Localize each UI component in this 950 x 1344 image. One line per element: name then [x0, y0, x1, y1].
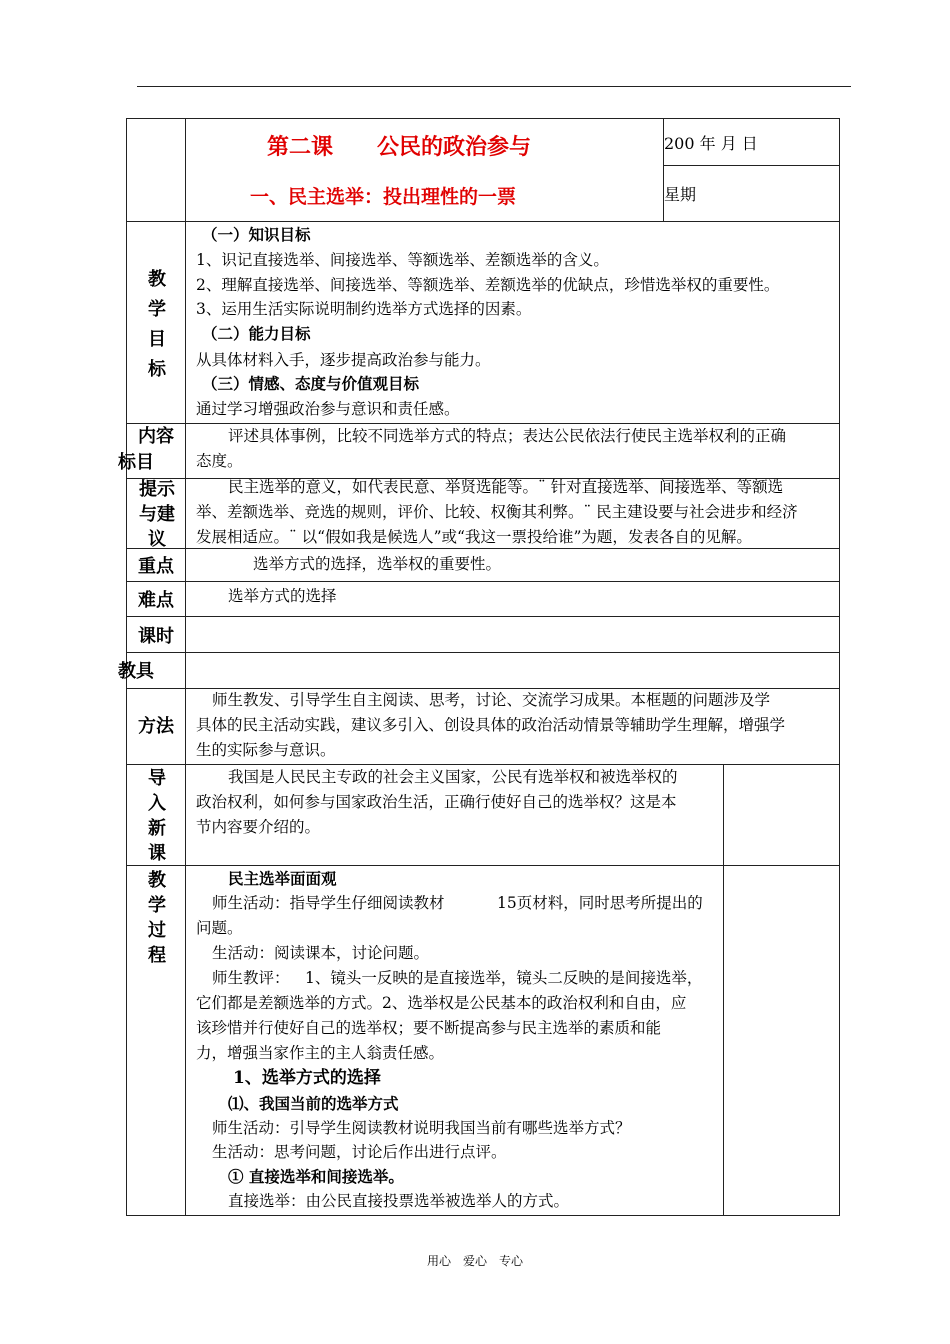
suggestion-line: 举、差额选举、竞选的规则，评价、比较、权衡其利弊。¨ 民主建设要与社会进步和经济 — [196, 503, 798, 521]
key-point-label: 重点 — [138, 556, 174, 577]
process-line: 该珍惜并行使好自己的选举权；要不断提高参与民主选举的素质和能 — [196, 1019, 662, 1037]
intro-line: 政治权利，如何参与国家政治生活，正确行使好自己的选举权？这是本 — [196, 793, 677, 811]
emotion-heading: （三）情感、态度与价值观目标 — [202, 374, 420, 393]
intro-line: 节内容要介绍的。 — [196, 818, 321, 836]
process-line: 15页材料，同时思考所提出的 — [497, 894, 703, 912]
objectives-label: 教 学 目 标 — [148, 269, 166, 380]
process-line: 它们都是差额选举的方式。2、选举权是公民基本的政治权利和自由，应 — [196, 994, 687, 1012]
content-goal-text-2: 态度。 — [196, 452, 243, 470]
key-point-text: 选举方式的选择，选举权的重要性。 — [253, 555, 502, 573]
difficulty-label: 难点 — [138, 590, 174, 611]
header-rule — [137, 86, 851, 87]
subsection-item: ① 直接选举和间接选举。 — [228, 1167, 404, 1186]
process-line: 问题。 — [196, 919, 243, 937]
knowledge-item: 3、运用生活实际说明制约选举方式选择的因素。 — [196, 300, 532, 318]
content-goal-text: 评述具体事例，比较不同选举方式的特点；表达公民依法行使民主选举权利的正确 — [228, 427, 787, 445]
process-line: 生活动：阅读课本，讨论问题。 — [212, 944, 430, 962]
suggestions-label: 提示 与建 议 — [139, 479, 175, 550]
process-label: 教 学 过 程 — [148, 870, 166, 966]
process-line: 生活动：思考问题，讨论后作出进行点评。 — [212, 1143, 507, 1161]
process-line: 师生教评： — [212, 969, 290, 987]
weekday-field: 星期 — [664, 185, 697, 204]
process-line: 师生活动：引导学生阅读教材说明我国当前有哪些选举方式？ — [212, 1119, 631, 1137]
intro-label: 导 入 新 课 — [148, 768, 166, 864]
emotion-text: 通过学习增强政治参与意识和责任感。 — [196, 400, 460, 418]
ability-heading: （二）能力目标 — [202, 324, 311, 343]
process-line: 师生活动：指导学生仔细阅读教材 — [212, 894, 445, 912]
ability-text: 从具体材料入手，逐步提高政治参与能力。 — [196, 351, 491, 369]
knowledge-heading: （一）知识目标 — [202, 225, 311, 244]
process-line: 直接选举：由公民直接投票选举被选举人的方式。 — [228, 1192, 570, 1210]
suggestion-line: 民主选举的意义，如代表民意、举贤选能等。¨ 针对直接选举、间接选举、等额选 — [228, 478, 784, 496]
section-heading: 1、选举方式的选择 — [233, 1068, 381, 1088]
page-footer: 用心 爱心 专心 — [426, 1254, 523, 1268]
method-line: 具体的民主活动实践，建议多引入、创设具体的政治活动情景等辅助学生理解，增强学 — [196, 716, 786, 734]
intro-line: 我国是人民民主专政的社会主义国家，公民有选举权和被选举权的 — [228, 768, 678, 786]
process-heading: 民主选举面面观 — [228, 869, 337, 888]
methods-label: 方法 — [138, 716, 174, 737]
lesson-subtitle: 一、民主选举：投出理性的一票 — [250, 186, 517, 208]
process-line: 1、镜头一反映的是直接选举，镜头二反映的是间接选举， — [305, 969, 703, 987]
class-hours-label: 课时 — [138, 626, 174, 647]
difficulty-text: 选举方式的选择 — [228, 587, 337, 605]
subsection-heading: ⑴、我国当前的选举方式 — [228, 1094, 399, 1113]
teaching-aids-label: 教具 — [118, 661, 154, 682]
knowledge-item: 1、识记直接选举、间接选举、等额选举、差额选举的含义。 — [196, 251, 609, 269]
content-goal-label: 内容 — [138, 426, 174, 447]
method-line: 师生教发、引导学生自主阅读、思考，讨论、交流学习成果。本框题的问题涉及学 — [212, 691, 771, 709]
content-goal-label-2: 标目 — [118, 452, 154, 473]
date-field: 200 年 月 日 — [664, 134, 758, 153]
lesson-title: 第二课 公民的政治参与 — [267, 134, 532, 160]
suggestion-line: 发展相适应。¨ 以“假如我是候选人”或“我这一票投给谁”为题，发表各自的见解。 — [196, 528, 752, 546]
process-line: 力，增强当家作主的主人翁责任感。 — [196, 1044, 445, 1062]
knowledge-item: 2、理解直接选举、间接选举、等额选举、差额选举的优缺点，珍惜选举权的重要性。 — [196, 276, 780, 294]
method-line: 生的实际参与意识。 — [196, 741, 336, 759]
